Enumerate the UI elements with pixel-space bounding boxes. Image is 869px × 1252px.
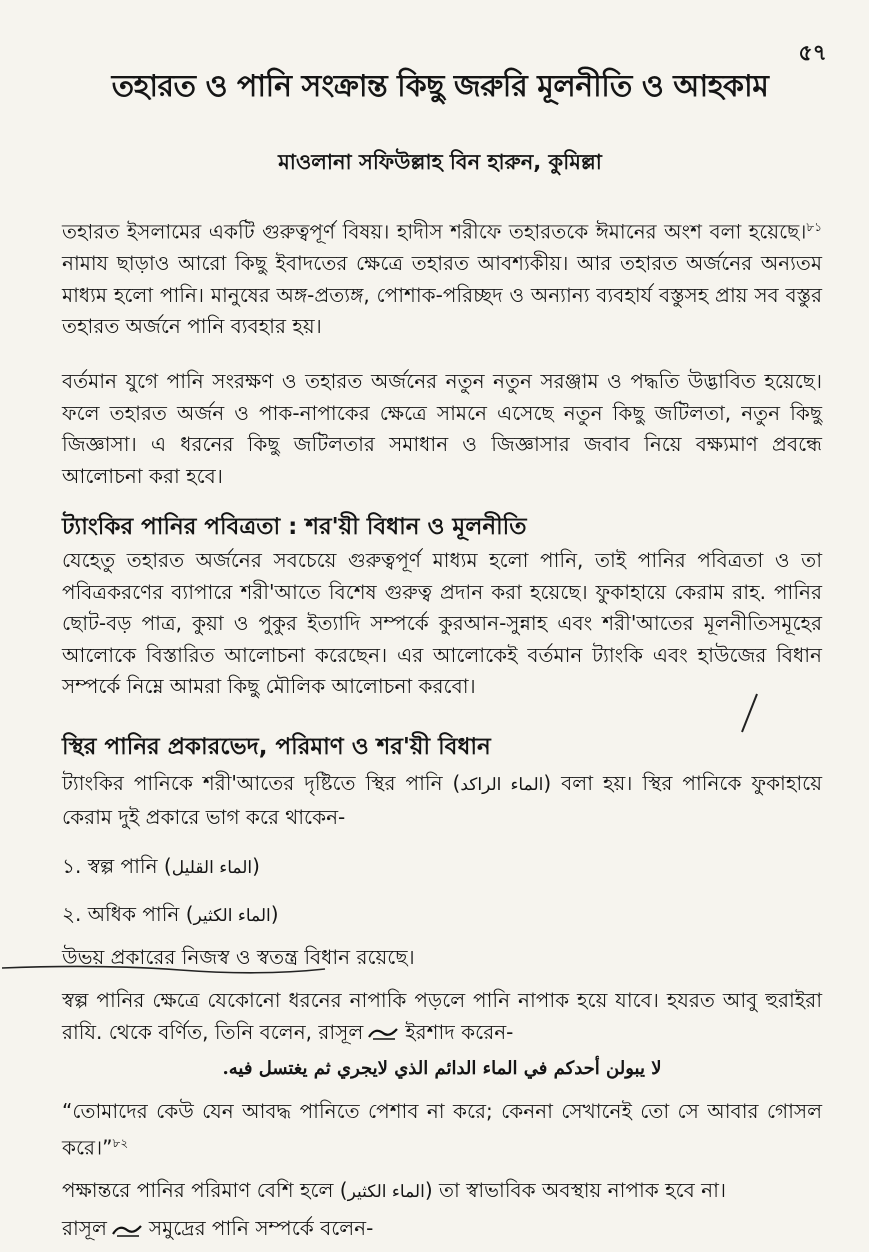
sea-text-b: সমুদ্রের পানি সম্পর্কে বলেন- (148, 1216, 374, 1240)
section2-intro-paragraph (62, 768, 822, 833)
small-rule-text-a: স্বল্প পানির ক্ষেত্রে যেকোনো ধরনের নাপাকি পড়লে পানি নাপাক হয়ে যাবে। হযরত আবু হুরাইরা রাযি. থেকে বর্ণিত, তিনি বলেন, রাসূল (62, 988, 822, 1044)
salawat-calligraphy-icon-2 (111, 1222, 145, 1238)
item2-label: ২. অধিক পানি ( (62, 902, 194, 926)
intro-text-b: নামায ছাড়াও আরো কিছু ইবাদতের ক্ষেত্রে তহারত আবশ্যকীয়। আর তহারত অর্জনের অন্যতম মাধ্যম হলো পানি। মানুষের অঙ্গ-প্রত্যঙ্গ, পোশাক-পরিচ্ছদ ও অন্যান্য ব্যবহার্য বস্তুসহ প্রায় সব বস্তুর তহারত অর্জনে পানি ব্যবহার হয়। (62, 251, 822, 339)
author-line: মাওলানা সফিউল্লাহ বিন হারুন, কুমিল্লা (278, 150, 602, 174)
item2-close: ) (270, 902, 279, 926)
translation-text: “তোমাদের কেউ যেন আবদ্ধ পানিতে পেশাব না করে; কেননা সেখানেই তো সে আবার গোসল করে।” (62, 1099, 822, 1160)
arabic-term-small-water: الماء القليل (171, 858, 253, 878)
item1-label: ১. স্বল্প পানি ( (62, 854, 172, 878)
large-water-rule-line (62, 1176, 726, 1209)
page-title: তহারত ও পানি সংক্রান্ত কিছু জরুরি মূলনীতি ও আহকাম (111, 69, 769, 104)
sea-water-intro-line (62, 1214, 373, 1247)
footnote-ref-82: ৮২ (112, 1135, 129, 1150)
section2-intro-a: ট্যাংকির পানিকে শরী'আতের দৃষ্টিতে স্থির পানি ( (62, 771, 461, 795)
section-heading-still-water: স্থির পানির প্রকারভেদ, পরিমাণ ও শর'য়ী বিধান (62, 734, 491, 760)
section2-intro-b: ) বলা হয়। স্থির পানিকে ফুকাহায়ে কেরাম দুই প্রকারে ভাগ করে থাকেন- (62, 771, 822, 829)
arabic-term-still-water: الماء الراكد (460, 775, 544, 795)
intro-paragraph-2: বর্তমান যুগে পানি সংরক্ষণ ও তহারত অর্জনের নতুন নতুন সরঞ্জাম ও পদ্ধতি উদ্ভাবিত হয়েছে। ফলে তহারত অর্জন ও পাক-নাপাকের ক্ষেত্রে সামনে এসেছে নতুন কিছু জটিলতা, নতুন কিছু জিজ্ঞাসা। এ ধরনের কিছু জটিলতার সমাধান ও জিজ্ঞাসার জবাব নিয়ে বক্ষ্যমাণ প্রবন্ধে আলোচনা করা হবে। (62, 369, 822, 488)
pen-underline-mark (0, 962, 330, 976)
list-item-large-water (62, 900, 279, 933)
section1-paragraph: যেহেতু তহারত অর্জনের সবচেয়ে গুরুত্বপূর্ণ মাধ্যম হলো পানি, তাই পানির পবিত্রতা ও তা পবিত্রকরণের ব্যাপারে শরী'আতে বিশেষ গুরুত্ব প্রদান করা হয়েছে। ফুকাহায়ে কেরাম রাহ. পানির ছোট-বড় পাত্র, কুয়া ও পুকুর ইত্যাদি সম্পর্কে কুরআন-সুন্নাহ এবং শরী'আতের মূলনীতিসমূহের আলোকে বিস্তারিত আলোচনা করেছেন। এর আলোকেই বর্তমান ট্যাংকি এবং হাউজের বিধান সম্পর্কে নিম্নে আমরা কিছু মৌলিক আলোচনা করবো। (62, 548, 822, 698)
small-rule-text-b: ইরশাদ করেন- (405, 1019, 514, 1044)
sea-text-a: রাসূল (62, 1216, 107, 1240)
page-number: ৫৭ (798, 41, 827, 66)
hadith-translation (62, 1096, 822, 1164)
both-types-text: উভয় প্রকারের নিজস্ব ও স্বতন্ত্র বিধান রয়েছে। (62, 945, 415, 969)
arabic-term-large-water: الماء الكثير (193, 906, 271, 926)
list-item-small-water (62, 852, 260, 885)
small-water-rule-paragraph (62, 985, 822, 1048)
large-rule-text-a: পক্ষান্তরে পানির পরিমাণ বেশি হলে ( (62, 1178, 348, 1202)
arabic-term-large-water-2: الماء الكثير (347, 1182, 425, 1202)
item1-close: ) (252, 854, 260, 878)
large-rule-text-b: ) তা স্বাভাবিক অবস্থায় নাপাক হবে না। (424, 1178, 727, 1202)
hadith-arabic-text: لا يبولن أحدكم في الماء الدائم الذي لايجري ثم يغتسل فيه. (222, 1058, 662, 1079)
salawat-calligraphy-icon (367, 1025, 401, 1041)
section-heading-tank-water: ট্যাংকির পানির পবিত্রতা : শর'য়ী বিধান ও মূলনীতি (62, 514, 527, 540)
footnote-ref-81: ৮১ (806, 220, 822, 234)
intro-paragraph-1 (62, 212, 822, 343)
intro-text-a: তহারত ইসলামের একটি গুরুত্বপূর্ণ বিষয়। হাদীস শরীফে তহারতকে ঈমানের অংশ বলা হয়েছে। (62, 219, 807, 244)
